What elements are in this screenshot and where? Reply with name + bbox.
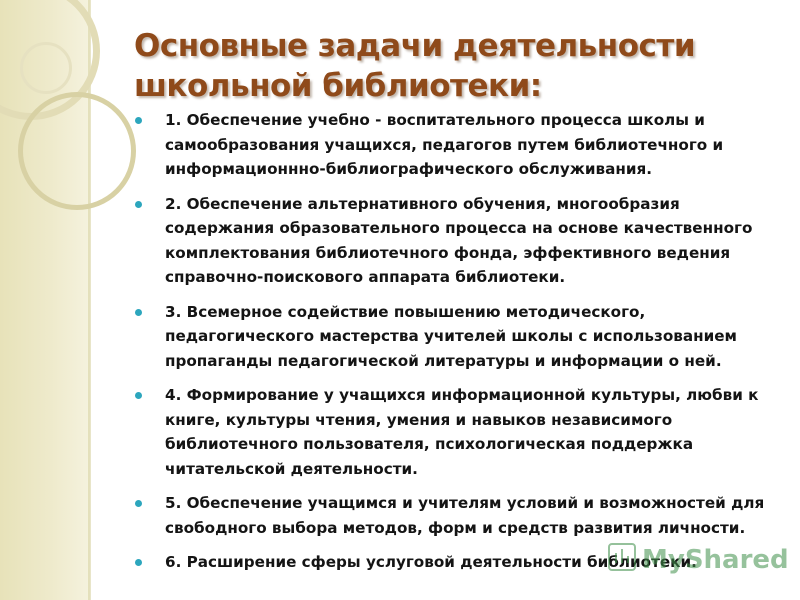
bullet-dot-icon (135, 309, 142, 316)
bullet-text (165, 192, 765, 290)
bullet-line: свободного выбора методов, форм и средств развития личности. (165, 518, 746, 537)
decorative-band-edge (88, 0, 91, 600)
bullet-dot-icon (135, 559, 142, 566)
bullet-text (165, 491, 765, 540)
bullet-line: 2. Обеспечение альтернативного обучения, многообразия (165, 194, 680, 213)
bullet-dot-icon (135, 201, 142, 208)
bullet-line: пропаганды педагогической литературы и информации о ней. (165, 351, 722, 370)
bullet-line: 5. Обеспечение учащимся и учителям условий и возможностей для (165, 494, 765, 512)
slide-title (134, 26, 754, 106)
bullet-item (165, 383, 765, 481)
watermark-text: MyShared (642, 545, 789, 575)
bullet-item (165, 192, 765, 290)
bullet-line: библиотечного пользователя, психологическая поддержка (165, 435, 694, 453)
bullet-line: 3. Всемерное содействие повышению методического, (165, 302, 646, 321)
bullet-item (165, 491, 765, 540)
bullet-line: содержания образовательного процесса на основе качественного (165, 219, 753, 237)
bullet-dot-icon (135, 500, 142, 507)
bullet-line: справочно-поискового аппарата библиотеки. (165, 268, 566, 286)
bullet-text (165, 108, 765, 182)
decorative-ring (20, 42, 72, 94)
bullet-line: педагогического мастерства учителей школы с использованием (165, 327, 737, 345)
bullet-dot-icon (135, 392, 142, 399)
bullet-line: 4. Формирование у учащихся информационной культуры, любви к (165, 386, 759, 404)
watermark-logo (606, 536, 789, 578)
decorative-ring (18, 92, 136, 210)
bullet-text (165, 383, 765, 481)
bullet-line: книге, культуры чтения, умения и навыков независимого (165, 410, 673, 429)
bullet-line: информационнно-библиографического обслуживания. (165, 160, 653, 178)
title-line: Основные задачи деятельности (134, 28, 696, 64)
bullet-line: 1. Обеспечение учебно - воспитательного процесса школы и (165, 111, 705, 129)
bullet-dot-icon (135, 117, 142, 124)
bullet-line: читательской деятельности. (165, 459, 418, 478)
title-line: школьной библиотеки: (134, 68, 542, 104)
bullet-item (165, 300, 765, 374)
bullet-line: комплектования библиотечного фонда, эффективного ведения (165, 243, 731, 262)
bullet-line: самообразования учащихся, педагогов путем библиотечного и (165, 135, 724, 154)
bullet-item (165, 108, 765, 182)
bullet-line: 6. Расширение сферы услуговой деятельности библиотеки. (165, 553, 697, 571)
bullet-list (165, 108, 765, 585)
bullet-text (165, 300, 765, 374)
